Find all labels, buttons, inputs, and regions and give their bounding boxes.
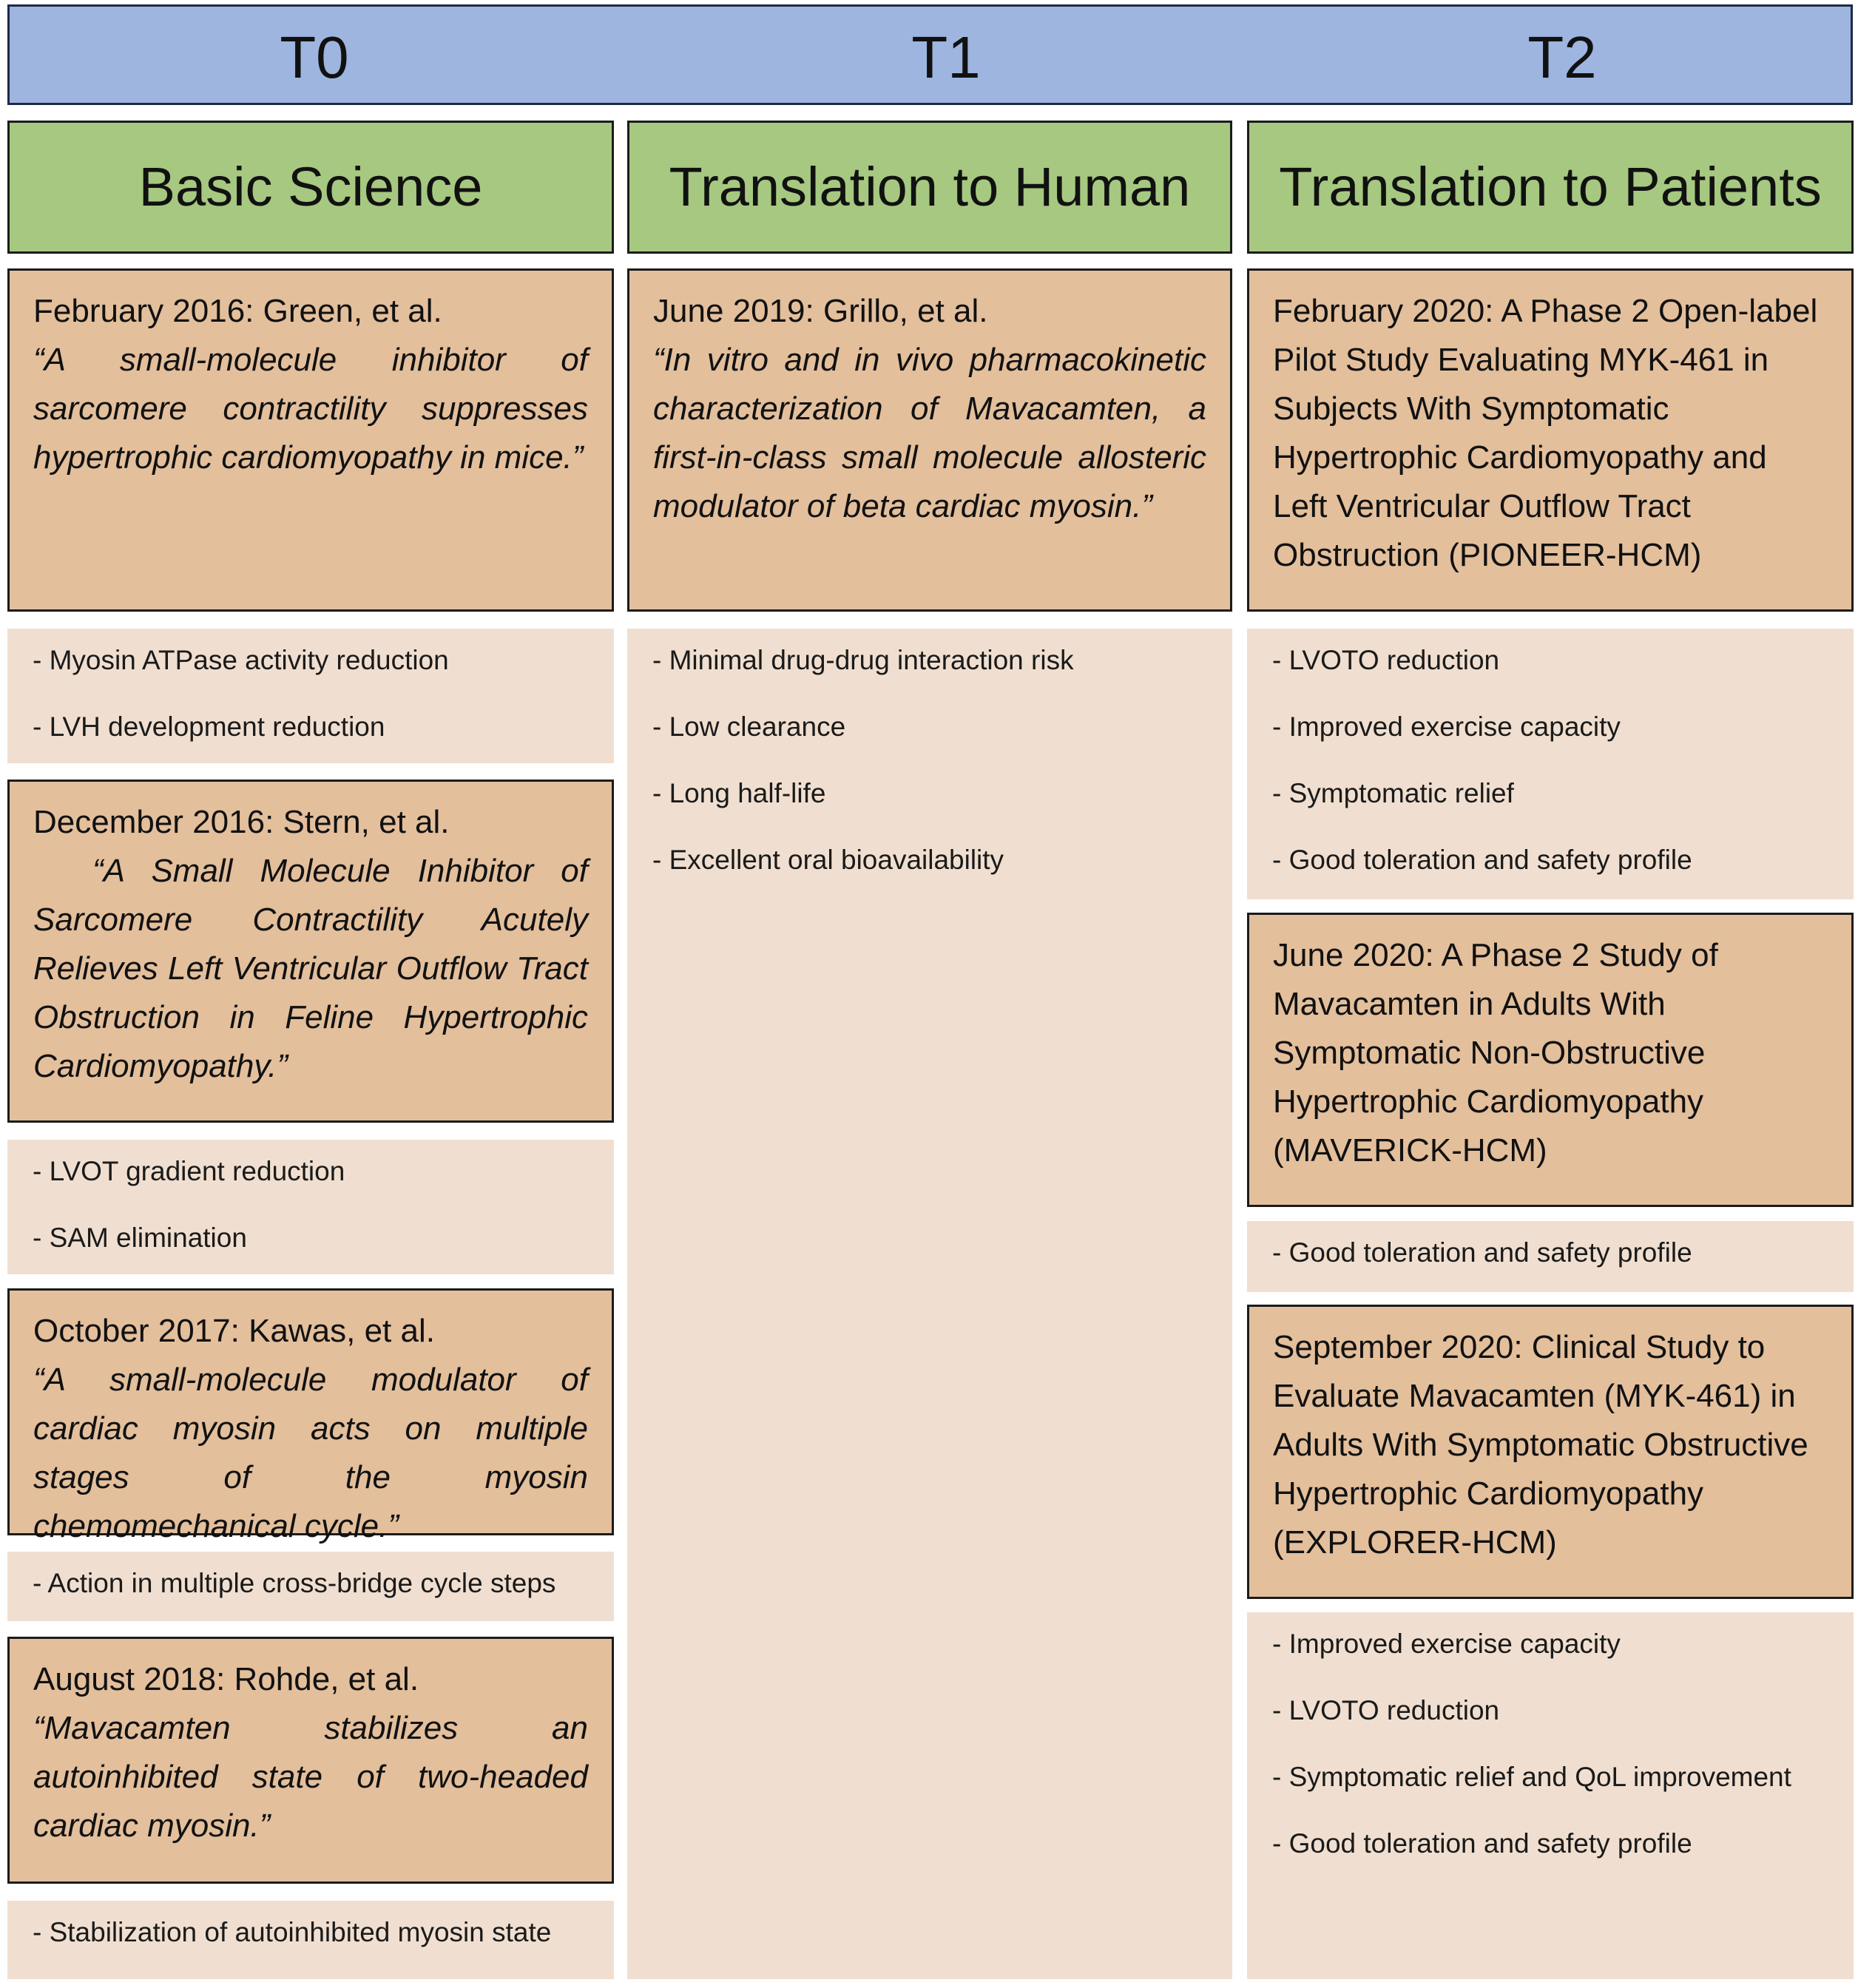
study-citation: February 2016: Green, et al. xyxy=(33,293,442,329)
study-citation: December 2016: Stern, et al. xyxy=(33,804,450,840)
column-header-basic-science: Basic Science xyxy=(7,121,614,254)
finding-item: - LVOT gradient reduction xyxy=(33,1156,345,1186)
finding-item: - Myosin ATPase activity reduction xyxy=(33,645,449,675)
finding-item: - LVOTO reduction xyxy=(1272,1695,1500,1725)
column-header-translation-to-patients: Translation to Patients xyxy=(1247,121,1854,254)
phase-bar xyxy=(7,4,1853,105)
study-citation: June 2019: Grillo, et al. xyxy=(653,293,988,329)
finding-item: - Good toleration and safety profile xyxy=(1272,845,1692,875)
study-card-kawas-2017 xyxy=(7,1288,614,1544)
study-title-quote: “A Small Molecule Inhibitor of Sarcomere Contractility Acutely Relieves Left Ventricular Outflow Tract Obstruction in Feline Hypertrophic Cardiomyopathy.” xyxy=(33,853,588,1084)
study-card-explorer-hcm xyxy=(1247,1305,1854,1599)
finding-item: - Action in multiple cross-bridge cycle steps xyxy=(33,1568,556,1598)
finding-item: - Symptomatic relief xyxy=(1272,778,1514,808)
findings-pioneer-hcm xyxy=(1247,629,1854,899)
finding-item: - Improved exercise capacity xyxy=(1272,1629,1621,1659)
finding-item: - Good toleration and safety profile xyxy=(1272,1828,1692,1859)
finding-item: - Excellent oral bioavailability xyxy=(652,845,1004,875)
findings-green-2016 xyxy=(7,629,614,763)
study-card-grillo-2019 xyxy=(627,268,1232,612)
finding-item: - Minimal drug-drug interaction risk xyxy=(652,645,1074,675)
study-citation: August 2018: Rohde, et al. xyxy=(33,1661,419,1697)
finding-item: - Symptomatic relief and QoL improvement xyxy=(1272,1762,1791,1792)
study-citation: October 2017: Kawas, et al. xyxy=(33,1313,435,1349)
study-card-rohde-2018 xyxy=(7,1637,614,1884)
trial-description: June 2020: A Phase 2 Study of Mavacamten in Adults With Symptomatic Non-Obstructive Hypertrophic Cardiomyopathy (MAVERICK-HCM) xyxy=(1273,937,1718,1169)
study-title-quote: “In vitro and in vivo pharmacokinetic characterization of Mavacamten, a first-in-class small molecule allosteric modulator of beta cardiac myosin.” xyxy=(653,342,1206,524)
study-title-quote: “Mavacamten stabilizes an autoinhibited state of two-headed cardiac myosin.” xyxy=(33,1710,588,1844)
study-card-green-2016 xyxy=(7,268,614,612)
column-header-translation-to-human: Translation to Human xyxy=(627,121,1232,254)
study-title-quote: “A small-molecule inhibitor of sarcomere contractility suppresses hypertrophic cardiomyopathy in mice.” xyxy=(33,342,588,476)
trial-description: February 2020: A Phase 2 Open-label Pilot Study Evaluating MYK-461 in Subjects With Symptomatic Hypertrophic Cardiomyopathy and Left Ventricular Outflow Tract Obstruction (PIONEER-HCM) xyxy=(1273,293,1818,573)
finding-item: - Long half-life xyxy=(652,778,826,808)
finding-item: - LVOTO reduction xyxy=(1272,645,1500,675)
phase-label-t0: T0 xyxy=(280,24,349,90)
study-card-maverick-hcm xyxy=(1247,913,1854,1207)
finding-item: - Stabilization of autoinhibited myosin state xyxy=(33,1917,552,1947)
finding-item: - Improved exercise capacity xyxy=(1272,711,1621,742)
phase-label-t1: T1 xyxy=(911,24,981,90)
findings-stern-2016 xyxy=(7,1140,614,1274)
finding-item: - SAM elimination xyxy=(33,1223,247,1253)
study-title-quote: “A small-molecule modulator of cardiac myosin acts on multiple stages of the myosin chemomechanical cycle.” xyxy=(33,1362,588,1544)
finding-item: - LVH development reduction xyxy=(33,711,385,742)
findings-kawas-2017 xyxy=(7,1552,614,1621)
finding-item: - Low clearance xyxy=(652,711,846,742)
finding-item: - Good toleration and safety profile xyxy=(1272,1237,1692,1268)
phase-label-t2: T2 xyxy=(1527,24,1597,90)
study-card-pioneer-hcm xyxy=(1247,268,1854,612)
findings-maverick-hcm xyxy=(1247,1221,1854,1292)
findings-grillo-2019 xyxy=(627,629,1232,1979)
findings-explorer-hcm xyxy=(1247,1612,1854,1979)
study-card-stern-2016 xyxy=(7,780,614,1123)
trial-description: September 2020: Clinical Study to Evaluate Mavacamten (MYK-461) in Adults With Symptomatic Obstructive Hypertrophic Cardiomyopathy (EXPLORER-HCM) xyxy=(1273,1329,1808,1561)
findings-rohde-2018 xyxy=(7,1901,614,1979)
